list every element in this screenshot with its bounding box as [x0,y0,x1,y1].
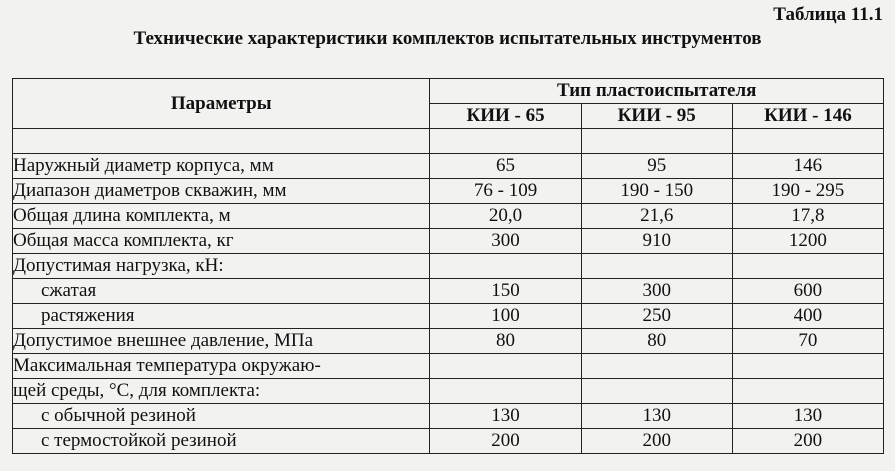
value-cell: 200 [581,429,732,454]
value-cell: 21,6 [581,204,732,229]
param-normal-rubber: с обычной резиной [41,405,196,426]
value-cell: 130 [732,404,883,429]
param-heatproof-rubber: с термостойкой резиной [41,430,237,451]
value-cell: 65 [430,154,581,179]
param-max-temperature-line1: Максимальная температура окружаю- [13,354,430,379]
value-cell: 1200 [732,229,883,254]
table-row [13,354,884,379]
table-row [13,429,884,454]
value-cell: 300 [430,229,581,254]
table-row [13,379,884,404]
spacer-row [13,129,884,154]
value-cell: 300 [581,279,732,304]
value-cell: 130 [430,404,581,429]
value-cell: 200 [430,429,581,454]
value-cell: 17,8 [732,204,883,229]
header-tester-type: Тип пластоиспытателя [430,79,884,104]
table-title: Технические характеристики комплектов испытательных инструментов [133,28,762,49]
param-allowable-load: Допустимая нагрузка, кН: [13,254,430,279]
value-cell: 95 [581,154,732,179]
value-cell: 130 [581,404,732,429]
value-cell: 146 [732,154,883,179]
value-cell: 200 [732,429,883,454]
value-cell: 910 [581,229,732,254]
value-cell: 100 [430,304,581,329]
table-row [13,304,884,329]
value-cell: 80 [581,329,732,354]
param-max-temperature-line2: щей среды, °С, для комплекта: [13,379,430,404]
param-tension: растяжения [41,305,135,326]
param-well-diameter-range: Диапазон диаметров скважин, мм [13,179,430,204]
value-cell: 70 [732,329,883,354]
param-total-length: Общая длина комплекта, м [13,204,430,229]
header-model-kii-95: КИИ - 95 [581,104,732,129]
header-model-kii-146: КИИ - 146 [732,104,883,129]
header-model-kii-65: КИИ - 65 [430,104,581,129]
param-total-mass: Общая масса комплекта, кг [13,229,430,254]
table-row [13,404,884,429]
value-cell: 250 [581,304,732,329]
table-caption: Таблица 11.1 [773,4,883,25]
param-compression: сжатая [41,280,97,301]
table-row [13,179,884,204]
value-cell: 80 [430,329,581,354]
param-external-pressure: Допустимое внешнее давление, МПа [13,329,430,354]
header-row [13,79,884,104]
specifications-table [12,78,884,454]
value-cell: 20,0 [430,204,581,229]
table-row [13,154,884,179]
table-row [13,204,884,229]
header-parameters: Параметры [13,79,430,129]
value-cell: 76 - 109 [430,179,581,204]
table-row [13,279,884,304]
value-cell: 190 - 295 [732,179,883,204]
table-row [13,254,884,279]
value-cell: 150 [430,279,581,304]
value-cell: 600 [732,279,883,304]
value-cell: 190 - 150 [581,179,732,204]
value-cell: 400 [732,304,883,329]
table-row [13,329,884,354]
table-row [13,229,884,254]
param-outer-diameter: Наружный диаметр корпуса, мм [13,154,430,179]
